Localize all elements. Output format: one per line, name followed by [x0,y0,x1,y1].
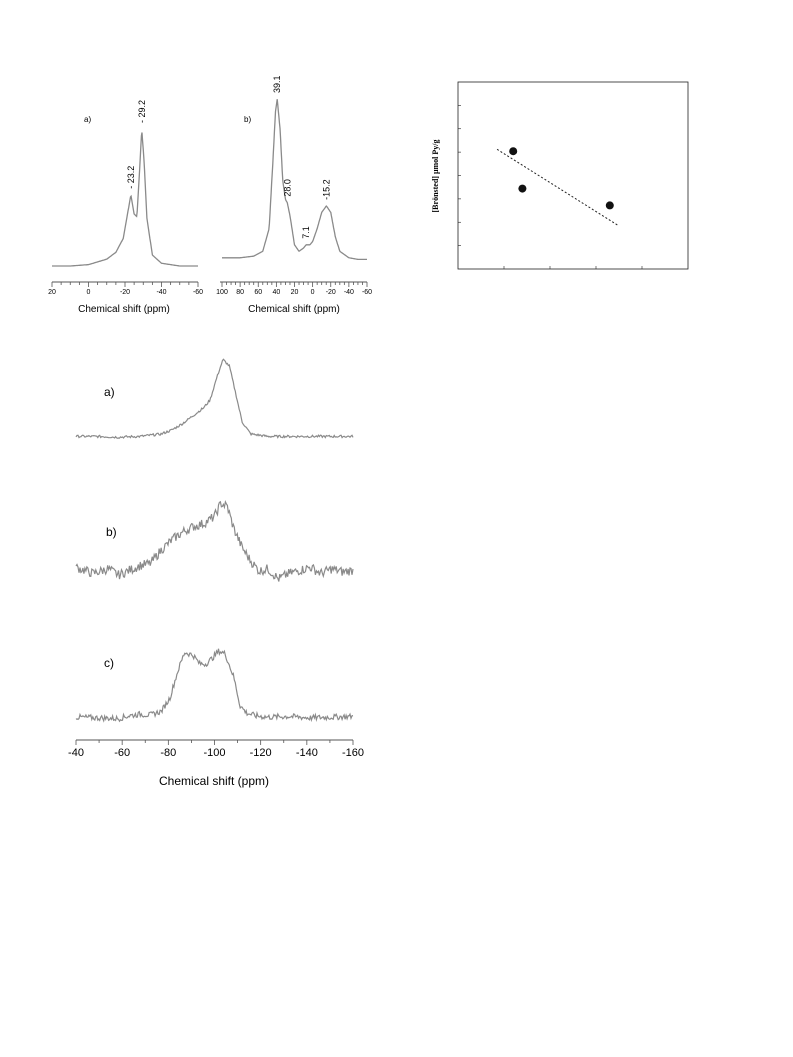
nmr-b-tick-label: 100 [216,289,228,296]
nmr-a-spectrum-line [52,133,198,267]
scatter-point [509,147,517,155]
si-tick-label: -120 [249,747,272,759]
nmr-a-tick-label: 0 [86,289,91,296]
nmr-b-tick-label: -20 [325,289,336,296]
si-spectrum-a-line [76,359,353,438]
scatter-ylabel: [Brönsted] μmol Py/g [431,139,440,213]
nmr-b-peak-label: 39.1 [272,75,283,93]
panel-a-label: a) [84,115,92,124]
scatter-point [606,201,614,209]
si-series-c-label: c) [104,656,114,670]
nmr-a-peak-label: - 29.2 [136,99,147,123]
nmr-a-tick-label: -60 [192,289,204,296]
scatter-point [518,185,526,193]
nmr-b-peak-label: -15.2 [321,179,332,200]
nmr-b-tick-label: -40 [343,289,354,296]
nmr-b-tick-label: 80 [236,289,245,296]
si-spectrum-b-line [76,502,353,582]
nmr-b-tick-label: -60 [361,289,373,296]
si-tick-label: -60 [114,747,131,759]
nmr-b-tick-label: 40 [272,289,281,296]
nmr-b-tick-label: 20 [290,289,299,296]
si-series-b-label: b) [106,525,117,539]
nmr-a-tick-label: -20 [119,289,131,296]
si-series-a-label: a) [104,385,115,399]
bronsted-scatter-panel [431,82,688,269]
si-tick-label: -140 [295,747,318,759]
si-tick-label: -160 [341,747,365,759]
scatter-frame [458,82,688,269]
nmr-b-peak-label: 28.0 [282,179,293,197]
si-xlabel: Chemical shift (ppm) [158,774,270,788]
panel-b-label: b) [244,115,252,124]
nmr-b-tick-label: 0 [310,289,315,296]
scatter-tick-group [458,105,642,269]
nmr-b-tick-group [216,282,372,296]
si-spectrum-c-line [76,649,353,722]
scatter-trendline [497,149,619,226]
nmr-a-peak-labels [126,100,147,189]
si-tick-label: -100 [203,747,226,759]
nmr-b-tick-label: 60 [254,289,263,296]
si-tick-label: -40 [68,747,84,759]
nmr-a-tick-label: 20 [48,289,56,296]
nmr-panel-a [48,100,203,315]
si-nmr-panel [68,359,364,788]
nmr-b-peak-label: 7.1 [301,226,312,239]
si-tick-group [68,740,364,759]
nmr-a-xlabel: Chemical shift (ppm) [78,304,170,315]
nmr-panel-b [216,75,372,315]
nmr-a-tick-label: -40 [156,289,167,296]
si-tick-label: -80 [160,747,177,759]
scatter-point-group [509,147,614,209]
nmr-b-xlabel: Chemical shift (ppm) [248,304,340,315]
nmr-a-tick-group [48,282,203,296]
nmr-a-peak-label: - 23.2 [125,165,136,189]
